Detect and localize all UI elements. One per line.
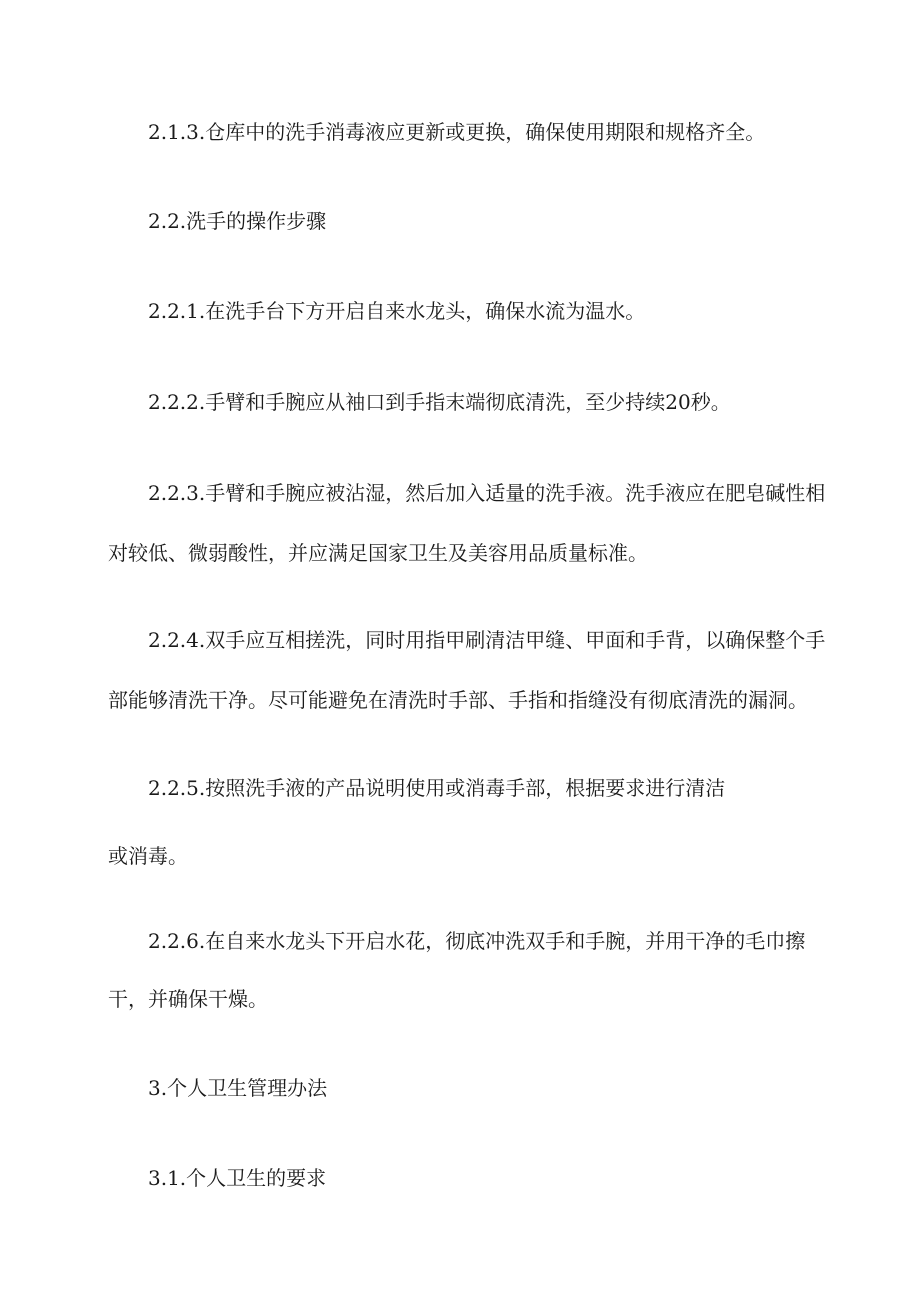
clause-2-1-3: 2.1.3.仓库中的洗手消毒液应更新或更换，确保使用期限和规格齐全。 — [148, 120, 766, 144]
clause-2-2-2: 2.2.2.手臂和手腕应从袖口到手指末端彻底清洗，至少持续20秒。 — [148, 390, 731, 414]
section-heading-3-1: 3.1.个人卫生的要求 — [148, 1166, 327, 1190]
clause-2-2-3-line-2: 对较低、微弱酸性，并应满足国家卫生及美容用品质量标准。 — [108, 541, 648, 565]
clause-2-2-6-line-1: 2.2.6.在自来水龙头下开启水花，彻底冲洗双手和手腕，并用干净的毛巾擦 — [148, 929, 806, 953]
clause-2-2-5-line-2: 或消毒。 — [108, 844, 188, 868]
clause-2-2-4-line-2: 部能够清洗干净。尽可能避免在清洗时手部、手指和指缝没有彻底清洗的漏洞。 — [108, 688, 808, 712]
section-heading-3: 3.个人卫生管理办法 — [148, 1076, 328, 1100]
clause-2-2-3-line-1: 2.2.3.手臂和手腕应被沾湿，然后加入适量的洗手液。洗手液应在肥皂碱性相 — [148, 481, 826, 505]
clause-2-2-4-line-1: 2.2.4.双手应互相搓洗，同时用指甲刷清洁甲缝、甲面和手背，以确保整个手 — [148, 628, 826, 652]
clause-2-2-6-line-2: 干，并确保干燥。 — [108, 987, 268, 1011]
section-heading-2-2: 2.2.洗手的操作步骤 — [148, 209, 327, 233]
clause-2-2-5-line-1: 2.2.5.按照洗手液的产品说明使用或消毒手部，根据要求进行清洁 — [148, 776, 726, 800]
clause-2-2-1: 2.2.1.在洗手台下方开启自来水龙头，确保水流为温水。 — [148, 299, 646, 323]
